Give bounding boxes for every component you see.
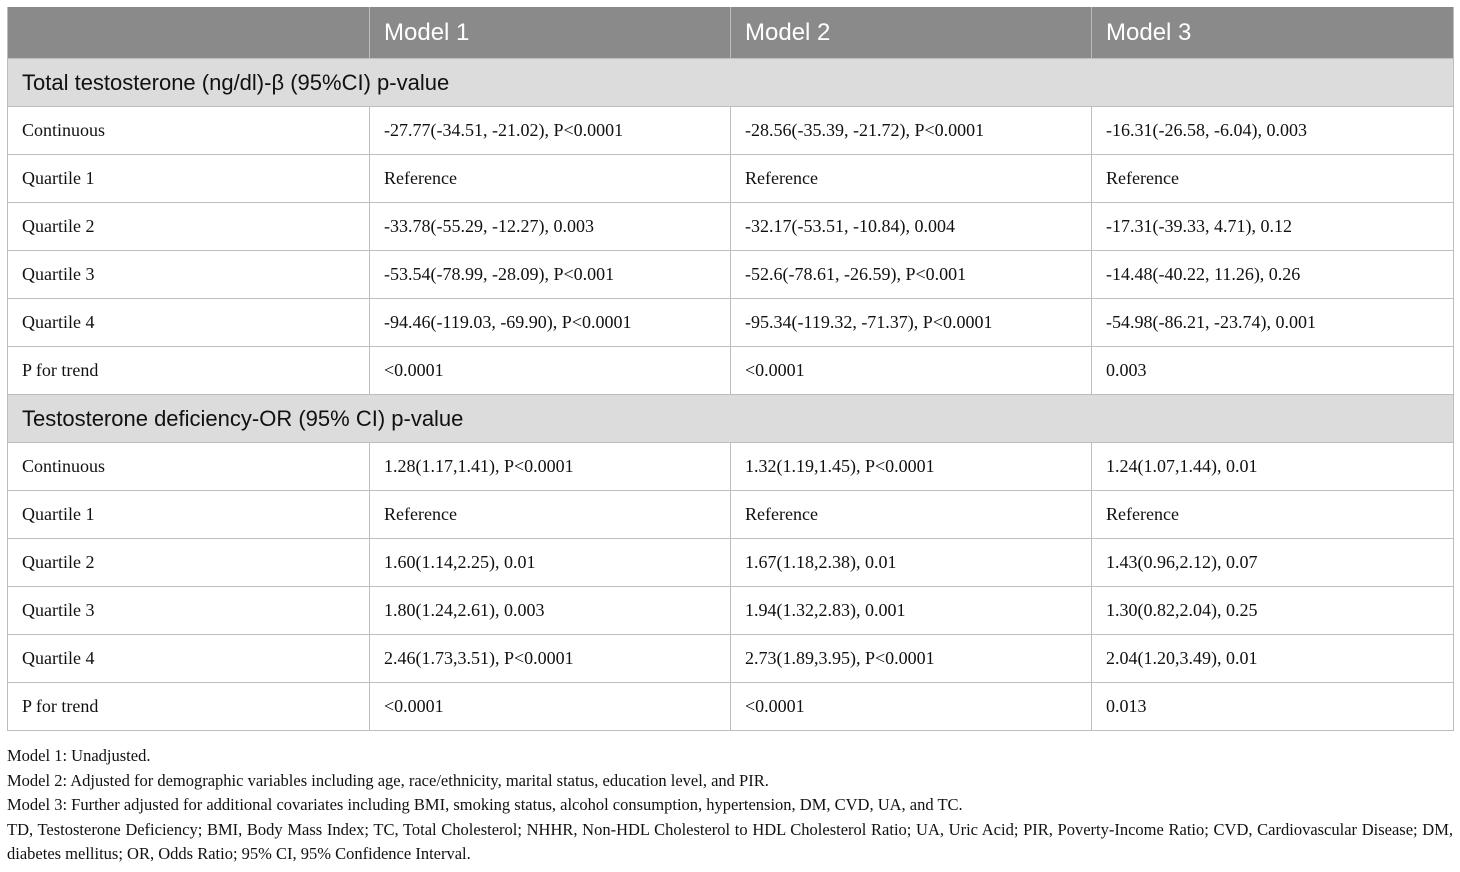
model-2-value: -52.6(-78.61, -26.59), P<0.001 xyxy=(731,251,1092,299)
header-model-1: Model 1 xyxy=(370,7,731,59)
row-label: Quartile 2 xyxy=(8,203,370,251)
model-1-value: 1.28(1.17,1.41), P<0.0001 xyxy=(370,443,731,491)
model-3-value: 0.013 xyxy=(1092,683,1454,731)
header-row xyxy=(8,7,1454,59)
model-2-value: 1.32(1.19,1.45), P<0.0001 xyxy=(731,443,1092,491)
table-row xyxy=(8,347,1454,395)
table-row xyxy=(8,155,1454,203)
row-label: Quartile 4 xyxy=(8,299,370,347)
section-title: Total testosterone (ng/dl)-β (95%CI) p-value xyxy=(8,59,1454,107)
section-title: Testosterone deficiency-OR (95% CI) p-value xyxy=(8,395,1454,443)
row-label: Quartile 3 xyxy=(8,587,370,635)
model-2-value: <0.0001 xyxy=(731,347,1092,395)
model-3-value: 2.04(1.20,3.49), 0.01 xyxy=(1092,635,1454,683)
table-row xyxy=(8,683,1454,731)
model-1-value: <0.0001 xyxy=(370,347,731,395)
model-2-value: 1.94(1.32,2.83), 0.001 xyxy=(731,587,1092,635)
results-table xyxy=(7,7,1454,731)
row-label: Quartile 3 xyxy=(8,251,370,299)
model-3-value: 1.43(0.96,2.12), 0.07 xyxy=(1092,539,1454,587)
model-1-value: 1.80(1.24,2.61), 0.003 xyxy=(370,587,731,635)
model-1-value: -33.78(-55.29, -12.27), 0.003 xyxy=(370,203,731,251)
model-3-value: 0.003 xyxy=(1092,347,1454,395)
table-row xyxy=(8,635,1454,683)
model-3-value: Reference xyxy=(1092,155,1454,203)
footnote-model-2: Model 2: Adjusted for demographic variables including age, race/ethnicity, marital status, education level, and PIR. xyxy=(7,770,769,790)
model-2-value: 2.73(1.89,3.95), P<0.0001 xyxy=(731,635,1092,683)
table-row xyxy=(8,443,1454,491)
model-3-value: 1.24(1.07,1.44), 0.01 xyxy=(1092,443,1454,491)
model-2-value: -95.34(-119.32, -71.37), P<0.0001 xyxy=(731,299,1092,347)
model-1-value: 2.46(1.73,3.51), P<0.0001 xyxy=(370,635,731,683)
table-row xyxy=(8,251,1454,299)
model-1-value: <0.0001 xyxy=(370,683,731,731)
footnote-abbreviations: TD, Testosterone Deficiency; BMI, Body Mass Index; TC, Total Cholesterol; NHHR, Non-HDL Cholesterol to HDL Cholesterol Ratio; UA, Uric Acid; PIR, Poverty-Income Ratio; CVD, Cardiovascular Disease; DM, diabetes mellitus; OR, Odds Ratio; 95% CI, 95% Confidence Interval. xyxy=(7,819,1453,863)
model-1-value: -94.46(-119.03, -69.90), P<0.0001 xyxy=(370,299,731,347)
model-2-value: -28.56(-35.39, -21.72), P<0.0001 xyxy=(731,107,1092,155)
model-1-value: Reference xyxy=(370,491,731,539)
header-model-3: Model 3 xyxy=(1092,7,1454,59)
model-3-value: -14.48(-40.22, 11.26), 0.26 xyxy=(1092,251,1454,299)
model-1-value: 1.60(1.14,2.25), 0.01 xyxy=(370,539,731,587)
row-label: Quartile 2 xyxy=(8,539,370,587)
model-1-value: -53.54(-78.99, -28.09), P<0.001 xyxy=(370,251,731,299)
row-label: P for trend xyxy=(8,347,370,395)
footnote-model-1: Model 1: Unadjusted. xyxy=(7,746,151,765)
model-3-value: -17.31(-39.33, 4.71), 0.12 xyxy=(1092,203,1454,251)
model-2-value: -32.17(-53.51, -10.84), 0.004 xyxy=(731,203,1092,251)
model-3-value: 1.30(0.82,2.04), 0.25 xyxy=(1092,587,1454,635)
row-label: P for trend xyxy=(8,683,370,731)
model-2-value: 1.67(1.18,2.38), 0.01 xyxy=(731,539,1092,587)
header-blank-cell xyxy=(8,7,370,59)
row-label: Continuous xyxy=(8,107,370,155)
table-row xyxy=(8,107,1454,155)
table-row xyxy=(8,203,1454,251)
row-label: Quartile 1 xyxy=(8,491,370,539)
header-model-2: Model 2 xyxy=(731,7,1092,59)
table-footnotes xyxy=(7,744,1453,867)
section-header-row xyxy=(8,59,1454,107)
row-label: Continuous xyxy=(8,443,370,491)
table-row xyxy=(8,587,1454,635)
model-2-value: Reference xyxy=(731,491,1092,539)
model-1-value: Reference xyxy=(370,155,731,203)
footnote-model-3: Model 3: Further adjusted for additional covariates including BMI, smoking status, alcohol consumption, hypertension, DM, CVD, UA, and TC. xyxy=(7,795,963,814)
table-row xyxy=(8,539,1454,587)
model-1-value: -27.77(-34.51, -21.02), P<0.0001 xyxy=(370,107,731,155)
table-row xyxy=(8,491,1454,539)
section-header-row xyxy=(8,395,1454,443)
model-3-value: -16.31(-26.58, -6.04), 0.003 xyxy=(1092,107,1454,155)
model-3-value: Reference xyxy=(1092,491,1454,539)
table-row xyxy=(8,299,1454,347)
row-label: Quartile 1 xyxy=(8,155,370,203)
row-label: Quartile 4 xyxy=(8,635,370,683)
model-3-value: -54.98(-86.21, -23.74), 0.001 xyxy=(1092,299,1454,347)
model-2-value: Reference xyxy=(731,155,1092,203)
model-2-value: <0.0001 xyxy=(731,683,1092,731)
